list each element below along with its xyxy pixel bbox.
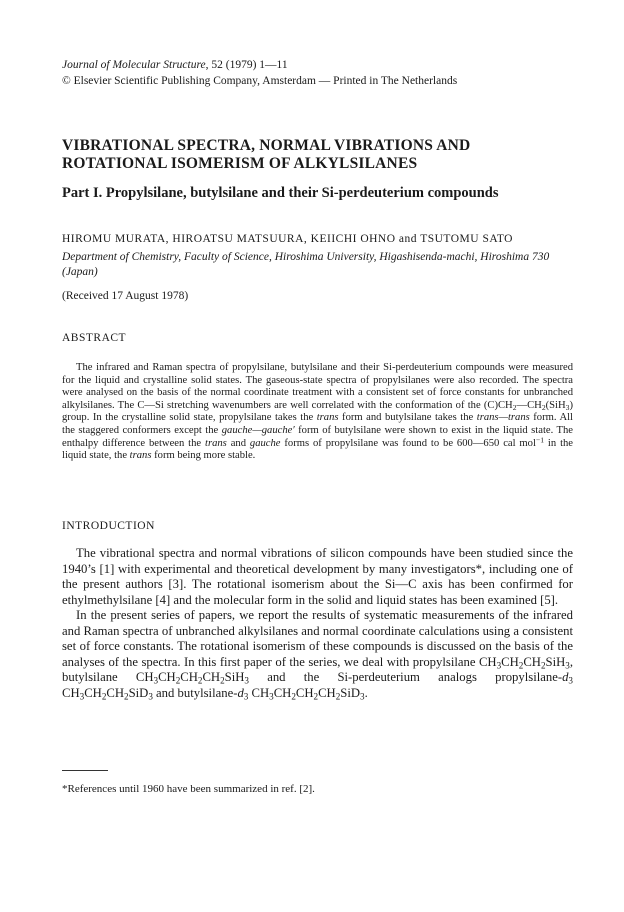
introduction-heading: INTRODUCTION (62, 520, 155, 532)
received-date: (Received 17 August 1978) (62, 290, 189, 302)
affiliation: Department of Chemistry, Faculty of Science, Hiroshima University, Higashisenda-machi, Hiroshima 730 (Japan) (62, 251, 550, 278)
article-subtitle: Part I. Propylsilane, butylsilane and their Si-perdeuterium compounds (62, 185, 499, 201)
footnote: *References until 1960 have been summarized in ref. [2]. (62, 783, 315, 795)
introduction-paragraph-1: The vibrational spectra and normal vibrations of silicon compounds have been studied since the 1940’s [1] with experimental and theoretical development by many investigators*, including one of the present authors [3]. The rotational isomerism about the Si—C axis has been confirmed for ethylmethylsilane [4] and the molecular form in the solid and liquid states has been examined [5]. (62, 546, 573, 607)
introduction-body (62, 546, 573, 701)
article-title: VIBRATIONAL SPECTRA, NORMAL VIBRATIONS AND ROTATIONAL ISOMERISM OF ALKYLSILANES (62, 137, 471, 172)
footnote-divider (62, 770, 108, 771)
journal-name: Journal of Molecular Structure (62, 59, 206, 71)
journal-volume-pages: , 52 (1979) 1—11 (205, 59, 288, 71)
author-list: HIROMU MURATA, HIROATSU MATSUURA, KEIICHI OHNO and TSUTOMU SATO (62, 233, 513, 245)
abstract-heading: ABSTRACT (62, 332, 127, 344)
copyright-line: © Elsevier Scientific Publishing Company, Amsterdam — Printed in The Netherlands (62, 75, 458, 87)
abstract-paragraph: The infrared and Raman spectra of propylsilane, butylsilane and their Si-perdeuterium compounds were measured for the liquid and crystalline solid states. The gaseous-state spectra of propylsilanes were also recorded. The spectra were analysed on the basis of the normal coordinate treatment with a consistent set of force constants for unbranched alkylsilanes. The C—Si stretching wavenumbers are well correlated with the conformation of the $(C)CH_2—CH_2(SiH_3)$ group. In the crystalline solid state, propylsilane takes the trans form and butylsilane takes the trans—trans form. All the staggered conformers except the gauche—gauche′ form of butylsilane were shown to exist in the liquid state. The enthalpy difference between the trans and gauche forms of propylsilane was found to be 600—650 cal mol$^{-1}$ in the liquid state, the trans form being more stable. (62, 362, 574, 462)
introduction-paragraph-2: In the present series of papers, we report the results of systematic measurements of the infrared and Raman spectra of unbranched alkylsilanes and normal coordinate calculations using a consistent set of force constants. The rotational isomerism of these compounds is discussed on the basis of the analyses of the spectra. In this first paper of the series, we deal with propylsilane $CH_3CH_2CH_2SiH_3$, butylsilane $CH_3CH_2CH_2CH_2SiH_3$ and the Si-perdeuterium analogs propylsilane-$d_3$ $CH_3CH_2CH_2SiD_3$ and butylsilane-$d_3$ $CH_3CH_2CH_2CH_2SiD_3$. (62, 608, 573, 701)
abstract-body (62, 362, 573, 463)
journal-citation (62, 58, 288, 73)
